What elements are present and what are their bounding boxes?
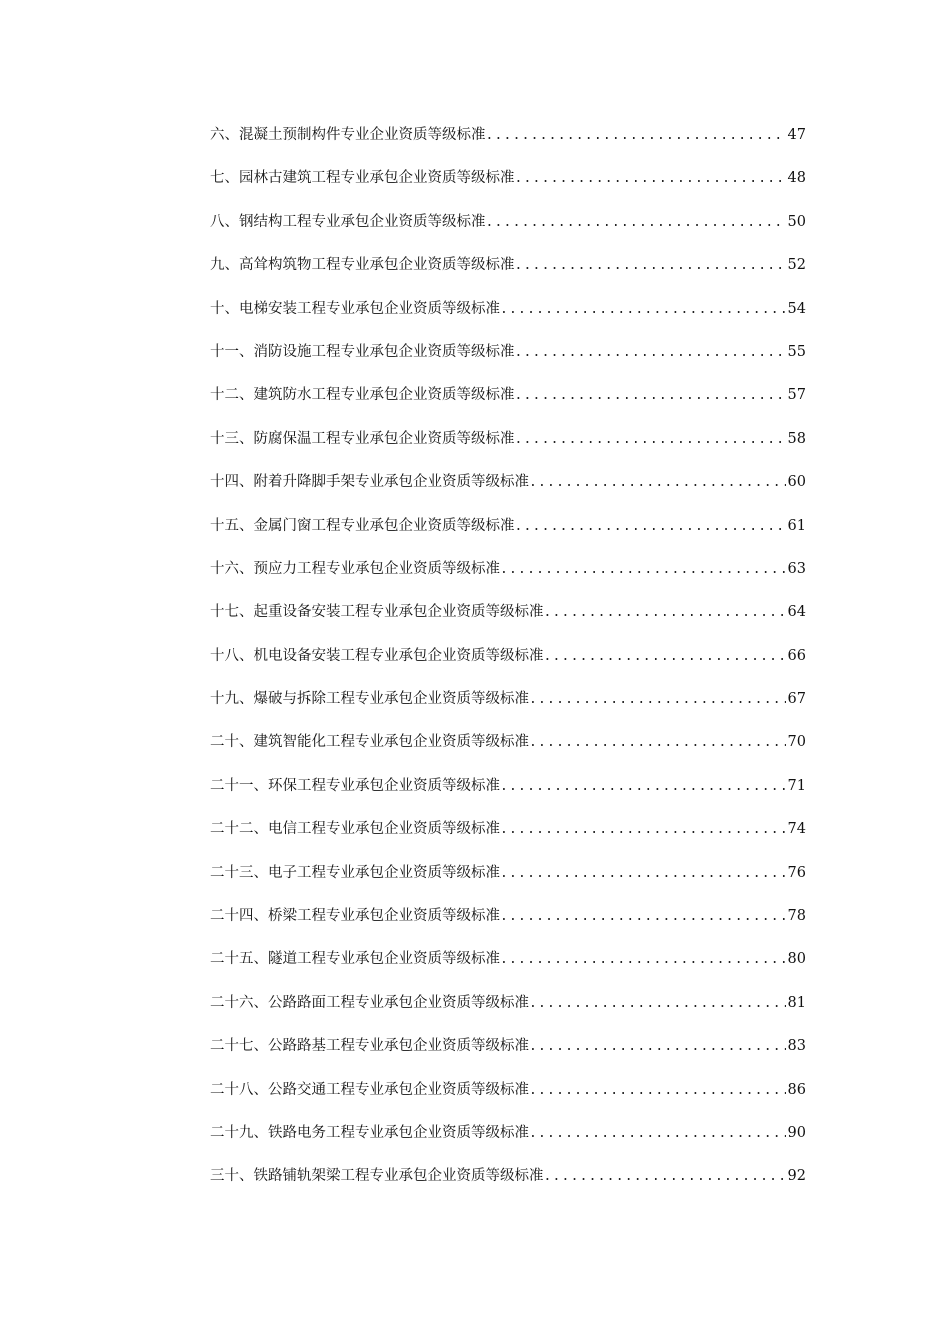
toc-entry-page-number: 57	[787, 387, 806, 404]
toc-entry-page-number: 60	[787, 474, 806, 491]
toc-entry-title: 九、高耸构筑物工程专业承包企业资质等级标准	[210, 257, 515, 274]
dot-leader	[529, 733, 786, 753]
dot-leader	[500, 777, 786, 797]
toc-entry[interactable]	[210, 646, 806, 689]
toc-entry[interactable]	[210, 1166, 806, 1209]
toc-entry-page-number: 78	[787, 908, 806, 925]
toc-entry[interactable]	[210, 1123, 806, 1166]
toc-entry-page-number: 90	[787, 1124, 806, 1141]
toc-entry-title: 三十、铁路铺轨架梁工程专业承包企业资质等级标准	[210, 1168, 544, 1185]
toc-entry-page-number: 48	[787, 170, 806, 187]
dot-leader	[486, 213, 786, 233]
toc-entry[interactable]	[210, 689, 806, 732]
toc-entry-page-number: 61	[787, 517, 806, 534]
dot-leader	[515, 386, 786, 406]
toc-entry-title: 二十四、桥梁工程专业承包企业资质等级标准	[210, 908, 500, 925]
dot-leader	[544, 1167, 786, 1187]
toc-entry-page-number: 70	[787, 734, 806, 751]
toc-entry-title: 二十三、电子工程专业承包企业资质等级标准	[210, 864, 500, 881]
toc-entry[interactable]	[210, 255, 806, 298]
toc-entry[interactable]	[210, 906, 806, 949]
toc-entry-title: 二十六、公路路面工程专业承包企业资质等级标准	[210, 994, 529, 1011]
dot-leader	[515, 256, 786, 276]
dot-leader	[500, 560, 786, 580]
toc-entry-page-number: 67	[787, 691, 806, 708]
toc-entry-page-number: 54	[787, 300, 806, 317]
toc-entry-title: 二十五、隧道工程专业承包企业资质等级标准	[210, 951, 500, 968]
toc-entry[interactable]	[210, 559, 806, 602]
toc-entry-title: 二十八、公路交通工程专业承包企业资质等级标准	[210, 1081, 529, 1098]
dot-leader	[500, 907, 786, 927]
dot-leader	[500, 864, 786, 884]
toc-entry-title: 二十七、公路路基工程专业承包企业资质等级标准	[210, 1038, 529, 1055]
toc-entry-title: 二十、建筑智能化工程专业承包企业资质等级标准	[210, 734, 529, 751]
dot-leader	[486, 126, 786, 146]
toc-entry[interactable]	[210, 1080, 806, 1123]
toc-entry-page-number: 86	[787, 1081, 806, 1098]
dot-leader	[515, 169, 786, 189]
dot-leader	[529, 690, 786, 710]
dot-leader	[529, 1037, 786, 1057]
toc-entry-title: 十四、附着升降脚手架专业承包企业资质等级标准	[210, 474, 529, 491]
toc-entry[interactable]	[210, 863, 806, 906]
toc-entry[interactable]	[210, 385, 806, 428]
toc-entry-title: 二十九、铁路电务工程专业承包企业资质等级标准	[210, 1124, 529, 1141]
dot-leader	[529, 1081, 786, 1101]
dot-leader	[544, 603, 786, 623]
toc-entry-page-number: 55	[787, 343, 806, 360]
toc-entry-title: 十九、爆破与拆除工程专业承包企业资质等级标准	[210, 691, 529, 708]
toc-entry-title: 六、混凝土预制构件专业企业资质等级标准	[210, 127, 486, 143]
toc-entry-title: 十二、建筑防水工程专业承包企业资质等级标准	[210, 387, 515, 404]
dot-leader	[515, 343, 786, 363]
toc-entry-title: 十一、消防设施工程专业承包企业资质等级标准	[210, 343, 515, 360]
toc-entry-title: 十八、机电设备安装工程专业承包企业资质等级标准	[210, 647, 544, 664]
toc-entry[interactable]	[210, 949, 806, 992]
dot-leader	[544, 647, 786, 667]
toc-entry-title: 十三、防腐保温工程专业承包企业资质等级标准	[210, 430, 515, 447]
toc-entry-page-number: 63	[787, 560, 806, 577]
toc-entry-page-number: 76	[787, 864, 806, 881]
toc-entry[interactable]	[210, 732, 806, 775]
toc-entry-page-number: 47	[787, 127, 806, 143]
toc-entry-title: 八、钢结构工程专业承包企业资质等级标准	[210, 213, 486, 230]
toc-entry[interactable]	[210, 299, 806, 342]
toc-entry-title: 十七、起重设备安装工程专业承包企业资质等级标准	[210, 604, 544, 621]
dot-leader	[500, 300, 786, 320]
toc-entry-title: 七、园林古建筑工程专业承包企业资质等级标准	[210, 170, 515, 187]
toc-entry[interactable]	[210, 342, 806, 385]
dot-leader	[515, 430, 786, 450]
toc-entry-page-number: 66	[787, 647, 806, 664]
toc-entry[interactable]	[210, 516, 806, 559]
toc-entry-page-number: 92	[787, 1168, 806, 1185]
dot-leader	[500, 950, 786, 970]
table-of-contents	[210, 125, 806, 1210]
toc-entry-title: 二十二、电信工程专业承包企业资质等级标准	[210, 821, 500, 838]
toc-entry[interactable]	[210, 168, 806, 211]
toc-entry[interactable]	[210, 819, 806, 862]
toc-entry[interactable]	[210, 1036, 806, 1079]
dot-leader	[529, 994, 786, 1014]
toc-entry[interactable]	[210, 212, 806, 255]
toc-entry-page-number: 58	[787, 430, 806, 447]
toc-entry[interactable]	[210, 429, 806, 472]
toc-entry[interactable]	[210, 993, 806, 1036]
dot-leader	[500, 820, 786, 840]
toc-entry-page-number: 71	[787, 777, 806, 794]
toc-entry-page-number: 80	[787, 951, 806, 968]
toc-entry[interactable]	[210, 472, 806, 515]
toc-entry-page-number: 74	[787, 821, 806, 838]
dot-leader	[515, 517, 786, 537]
toc-entry-title: 十、电梯安装工程专业承包企业资质等级标准	[210, 300, 500, 317]
toc-entry[interactable]	[210, 776, 806, 819]
toc-entry-page-number: 50	[787, 213, 806, 230]
toc-entry-page-number: 83	[787, 1038, 806, 1055]
toc-entry[interactable]	[210, 602, 806, 645]
toc-entry-page-number: 52	[787, 257, 806, 274]
toc-entry-page-number: 64	[787, 604, 806, 621]
toc-entry-title: 二十一、环保工程专业承包企业资质等级标准	[210, 777, 500, 794]
toc-entry[interactable]	[210, 125, 806, 168]
dot-leader	[529, 473, 786, 493]
toc-entry-title: 十六、预应力工程专业承包企业资质等级标准	[210, 560, 500, 577]
dot-leader	[529, 1124, 786, 1144]
toc-entry-page-number: 81	[787, 994, 806, 1011]
toc-entry-title: 十五、金属门窗工程专业承包企业资质等级标准	[210, 517, 515, 534]
